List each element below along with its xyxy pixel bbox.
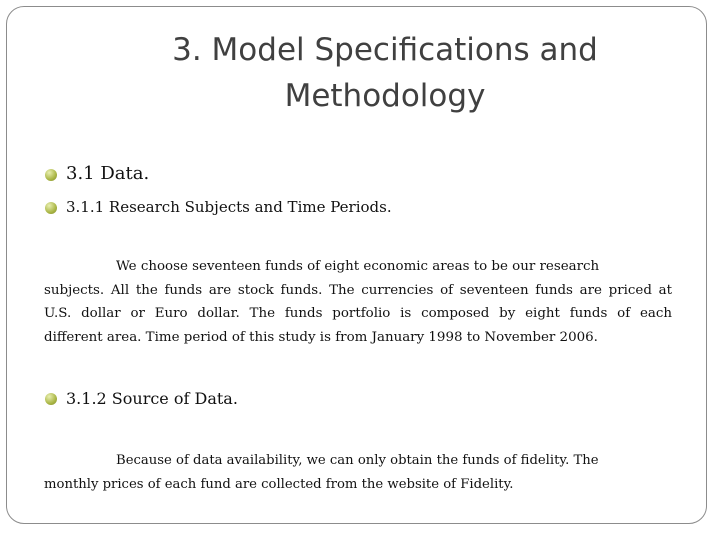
paragraph-source-of-data	[44, 449, 672, 496]
bullet-dot-icon	[45, 202, 57, 214]
slide-title	[7, 27, 720, 119]
bullet-label: 3.1 Data.	[66, 163, 150, 184]
paragraph-line: Because of data availability, we can only obtain the funds of fidelity. The	[116, 453, 599, 468]
bullet-dot-icon	[45, 393, 57, 405]
paragraph-line: monthly prices of each fund are collected from the website of Fidelity.	[44, 476, 514, 492]
paragraph-research-subjects	[44, 255, 672, 349]
slide-title-line-2: Methodology	[284, 78, 486, 114]
paragraph-line: different area. Time period of this study is from January 1998 to November 2006.	[44, 329, 598, 345]
bullet-label: 3.1.1 Research Subjects and Time Periods.	[66, 198, 392, 216]
bullet-dot-icon	[45, 169, 57, 181]
paragraph-line: We choose seventeen funds of eight economic areas to be our research	[116, 259, 600, 274]
bullet-label: 3.1.2 Source of Data.	[66, 389, 238, 408]
slide-title-line-1: 3. Model Specifications and	[172, 32, 598, 68]
paragraph-line: subjects. All the funds are stock funds. The currencies of seventeen funds are priced at	[44, 282, 672, 298]
paragraph-line: U.S. dollar or Euro dollar. The funds portfolio is composed by eight funds of each	[44, 306, 672, 321]
